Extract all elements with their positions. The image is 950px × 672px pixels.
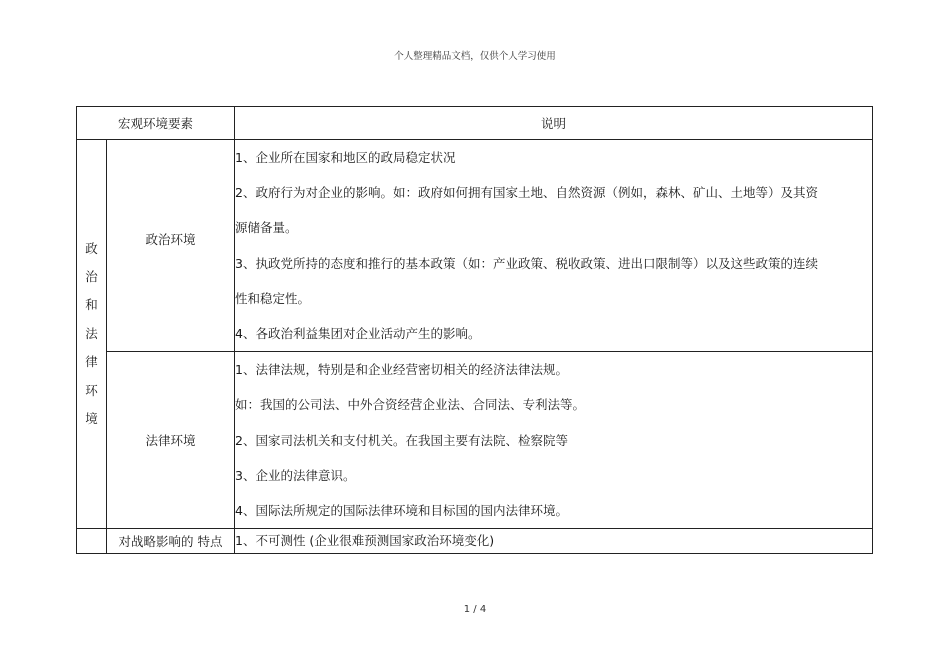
strategy-empty-cell <box>77 529 107 554</box>
macro-environment-table <box>76 106 873 554</box>
category-political-legal <box>77 140 107 529</box>
political-line: 4、各政治利益集团对企业活动产生的影响。 <box>235 325 481 341</box>
political-row <box>77 140 873 352</box>
legal-line: 3、企业的法律意识。 <box>235 467 356 483</box>
political-line: 性和稳定性。 <box>235 290 311 306</box>
category-char: 和 <box>85 297 98 313</box>
category-char: 法 <box>85 325 98 341</box>
legal-description <box>235 352 873 529</box>
political-line: 1、企业所在国家和地区的政局稳定状况 <box>235 150 456 165</box>
category-char: 境 <box>85 411 98 427</box>
page-header-note: 个人整理精品文档，仅供个人学习使用 <box>394 51 556 62</box>
strategy-description <box>235 529 873 554</box>
political-line: 3、执政党所持的态度和推行的基本政策（如：产业政策、税收政策、进出口限制等）以及这些政策的连续 <box>235 255 818 271</box>
category-char: 环 <box>85 382 98 398</box>
category-char: 治 <box>85 269 98 285</box>
legal-line: 2、国家司法机关和支付机关。在我国主要有法院、检察院等 <box>235 432 568 448</box>
legal-line: 4、国际法所规定的国际法律环境和目标国的国内法律环境。 <box>235 502 568 518</box>
political-environment-label: 政治环境 <box>107 140 235 352</box>
strategy-row <box>77 529 873 554</box>
header-macro-elements: 宏观环境要素 <box>77 107 235 140</box>
page-number: 1 / 4 <box>463 604 487 615</box>
category-char: 律 <box>85 354 98 370</box>
legal-line: 1、法律法规，特别是和企业经营密切相关的经济法律法规。 <box>235 362 568 378</box>
political-description <box>235 140 873 352</box>
header-description: 说明 <box>235 107 873 140</box>
category-char: 政 <box>85 240 98 256</box>
legal-line: 如：我国的公司法、中外合资经营企业法、合同法、专利法等。 <box>235 397 586 413</box>
legal-environment-label: 法律环境 <box>107 352 235 529</box>
legal-row <box>77 352 873 529</box>
political-line: 2、政府行为对企业的影响。如：政府如何拥有国家土地、自然资源（例如，森林、矿山、土地等）及其资 <box>235 185 818 201</box>
strategy-impact-label: 对战略影响的 特点 <box>107 529 235 554</box>
strategy-line: 1、不可测性 (企业很难预测国家政治环境变化) <box>235 533 495 549</box>
table-header-row <box>77 107 873 140</box>
political-line: 源储备量。 <box>235 220 298 236</box>
